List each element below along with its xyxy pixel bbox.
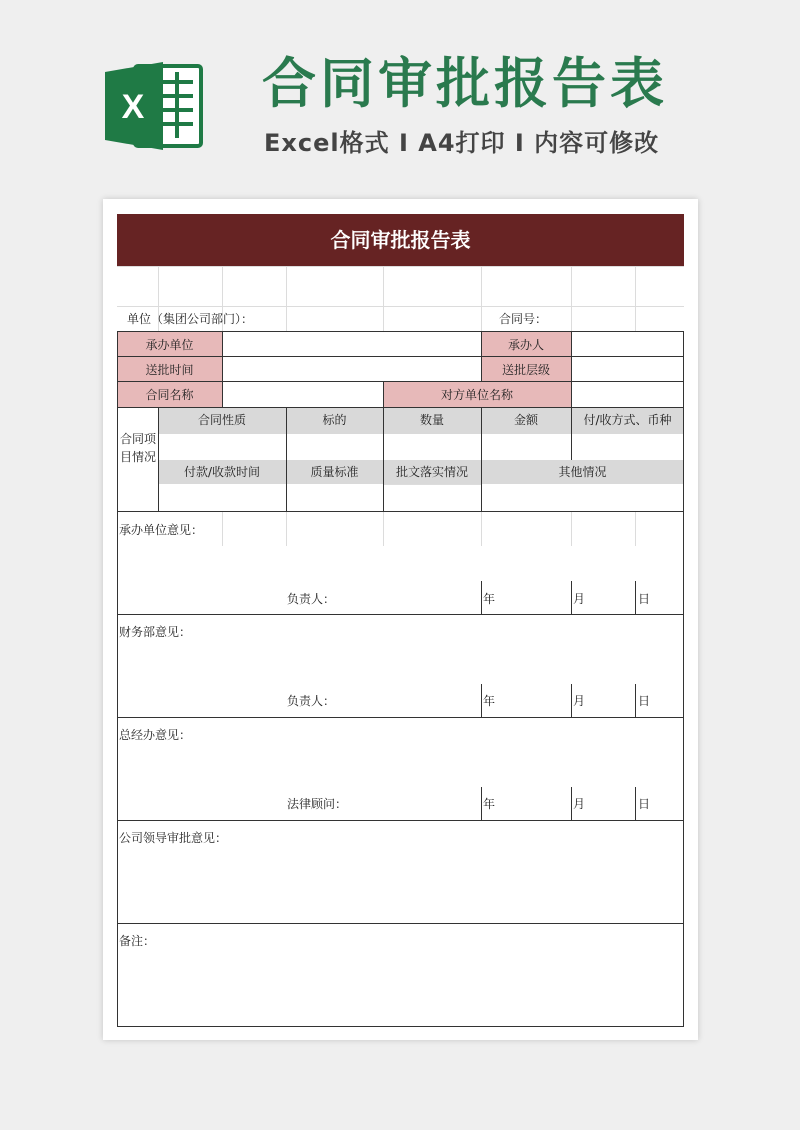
day-label-1: 日 (638, 592, 651, 606)
contract-no-label: 合同号： (499, 312, 548, 326)
header-approval-doc: 批文落实情况 (395, 465, 468, 479)
header-payment-method: 付/收方式、币种 (583, 413, 672, 427)
unit-label: 单位（集团公司部门）： (127, 312, 254, 326)
day-label-3: 日 (638, 797, 651, 811)
submit-time-label: 送批时间 (145, 363, 194, 377)
header-contract-type: 合同性质 (197, 413, 246, 427)
counterparty-label: 对方单位名称 (440, 388, 513, 402)
page-subtitle: Excel格式 I A4打印 I 内容可修改 (264, 129, 660, 157)
header-other: 其他情况 (558, 465, 607, 479)
handler-label: 承办人 (507, 338, 544, 352)
remarks-label: 备注： (119, 934, 156, 948)
month-label-2: 月 (573, 694, 586, 708)
project-info-label: 合同项目情况 (120, 432, 157, 464)
gm-office-opinion-label: 总经办意见： (119, 728, 192, 742)
logo-letter: X (121, 88, 145, 126)
header-quality: 质量标准 (310, 465, 359, 479)
form-title-bar: 合同审批报告表 (117, 214, 684, 266)
excel-logo-icon (105, 58, 205, 154)
header-payment-time: 付款/收款时间 (183, 465, 261, 479)
header-amount: 金额 (513, 413, 538, 427)
year-label-2: 年 (483, 694, 496, 708)
header-quantity: 数量 (419, 413, 444, 427)
responsible-label-2: 负责人： (287, 694, 336, 708)
year-label-3: 年 (483, 797, 496, 811)
host-unit-label: 承办单位 (145, 338, 194, 352)
year-label-1: 年 (483, 592, 496, 606)
legal-counsel-label: 法律顾问： (287, 797, 348, 811)
finance-opinion-label: 财务部意见： (119, 625, 192, 639)
responsible-label-1: 负责人： (287, 592, 336, 606)
month-label-3: 月 (573, 797, 586, 811)
month-label-1: 月 (573, 592, 586, 606)
leader-opinion-label: 公司领导审批意见： (119, 831, 228, 845)
host-unit-opinion-label: 承办单位意见： (119, 523, 204, 537)
day-label-2: 日 (638, 694, 651, 708)
header-subject: 标的 (322, 413, 347, 427)
page-title: 合同审批报告表 (262, 52, 668, 115)
submit-level-label: 送批层级 (501, 363, 550, 377)
approval-form (117, 214, 684, 1027)
contract-name-label: 合同名称 (145, 388, 194, 402)
